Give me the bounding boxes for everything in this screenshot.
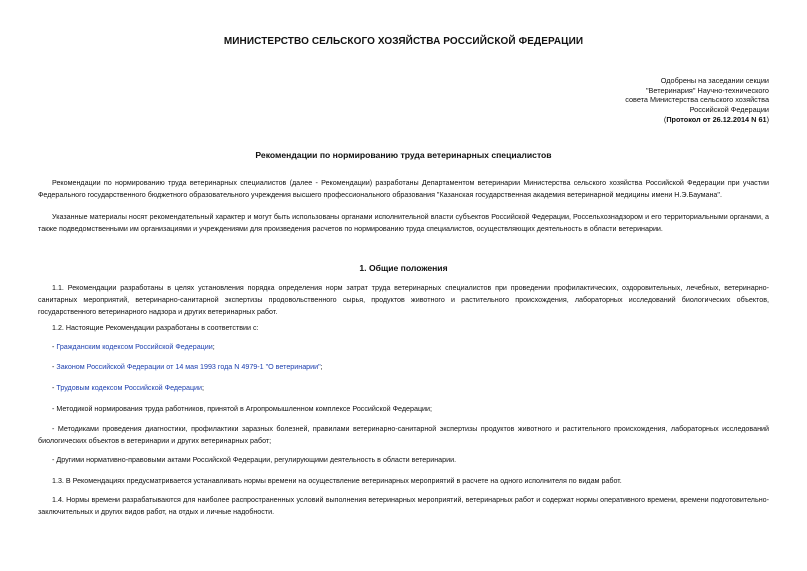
list-item-methodology: - Методикой нормирования труда работников, принятой в Агропромышленном комплексе Российской Федерации; [52, 405, 433, 413]
list-item-end: ; [202, 384, 205, 392]
civil-code-link[interactable]: Гражданским кодексом Российской Федерации [56, 343, 213, 351]
protocol-open-paren: ( [663, 114, 667, 124]
approval-block [529, 76, 769, 125]
paragraph-1-4: 1.4. Нормы времени разрабатываются для наиболее распространенных условий выполнения ветеринарных мероприятий, ветеринарных работ и содержат нормы оперативного времени, времени подготовительно-заключительных и других видов работ, на отдых и личные надобности. [38, 496, 769, 517]
list-dash: - [52, 343, 57, 351]
intro-paragraph-2: Указанные материалы носят рекомендательный характер и могут быть использованы органами исполнительной власти субъектов Российской Федерации, Россельхознадзором и его территориальными органами, а также подведомственными им организациями и учреждениями для произведения расчетов по нормированию труда специалистов, осуществляющих деятельность в области ветеринарии. [38, 213, 769, 234]
list-item-end: ; [212, 343, 215, 351]
paragraph-1-3: 1.3. В Рекомендациях предусматривается устанавливать нормы времени на осуществление ветеринарных мероприятий в расчете на одного исполнителя по видам работ. [52, 477, 622, 485]
approval-line-2: "Ветеринария" Научно-технического [645, 85, 769, 95]
list-item-end: ; [320, 363, 323, 371]
list-item-other-acts: - Другими нормативно-правовыми актами Российской Федерации, регулирующими деятельность в области ветеринарии. [52, 456, 457, 464]
paragraph-1-1: 1.1. Рекомендации разработаны в целях установления порядка определения норм затрат труда ветеринарных специалистов при проведении профилактических, оздоровительных, лечебных, ветеринарно-санитарных мероприятий, ветеринарно-санитарной экспертизы продовольственного сырья, продуктов животного и растительного происхождения, лабораторных исследований биологических объектов, государственного ветеринарного надзора и других ветеринарных работ. [38, 284, 769, 317]
list-dash: - [52, 363, 57, 371]
protocol-close-paren: ) [766, 114, 769, 124]
list-item-diagnostics: - Методиками проведения диагностики, профилактики заразных болезней, правилами ветеринарно-санитарной экспертизы продуктов животного и растительного происхождения, лабораторных исследований биологических объектов в ветеринарии и других ветеринарных работ; [38, 425, 769, 446]
approval-line-4: Российской Федерации [689, 105, 769, 115]
approval-line-3: совета Министерства сельского хозяйства [625, 95, 769, 105]
ministry-header: МИНИСТЕРСТВО СЕЛЬСКОГО ХОЗЯЙСТВА РОССИЙСКОЙ ФЕДЕРАЦИИ [223, 36, 584, 47]
veterinary-law-link[interactable]: Законом Российской Федерации от 14 мая 1993 года N 4979-1 "О ветеринарии" [56, 363, 321, 371]
labor-code-link[interactable]: Трудовым кодексом Российской Федерации [56, 384, 203, 392]
list-item-veterinary-law [38, 361, 769, 373]
intro-paragraph-1: Рекомендации по нормированию труда ветеринарных специалистов (далее - Рекомендации) разработаны Департаментом ветеринарии Министерства сельского хозяйства Российской Федерации при участии Федерального государственного бюджетного образовательного учреждения высшего профессионального образования "Казанская государственная академия ветеринарной медицины имени Н.Э.Баумана". [38, 179, 769, 200]
list-item-civil-code [38, 341, 769, 353]
approval-line-1: Одобрены на заседании секции [660, 76, 769, 85]
protocol-reference: Протокол от 26.12.2014 N 61 [666, 114, 767, 124]
approval-protocol-line [529, 115, 769, 125]
paragraph-1-2: 1.2. Настоящие Рекомендации разработаны в соответствии с: [52, 324, 259, 332]
document-title: Рекомендации по нормированию труда ветеринарных специалистов [255, 150, 552, 160]
list-dash: - [52, 384, 57, 392]
list-item-labor-code [38, 382, 769, 394]
section-heading: 1. Общие положения [359, 263, 448, 273]
